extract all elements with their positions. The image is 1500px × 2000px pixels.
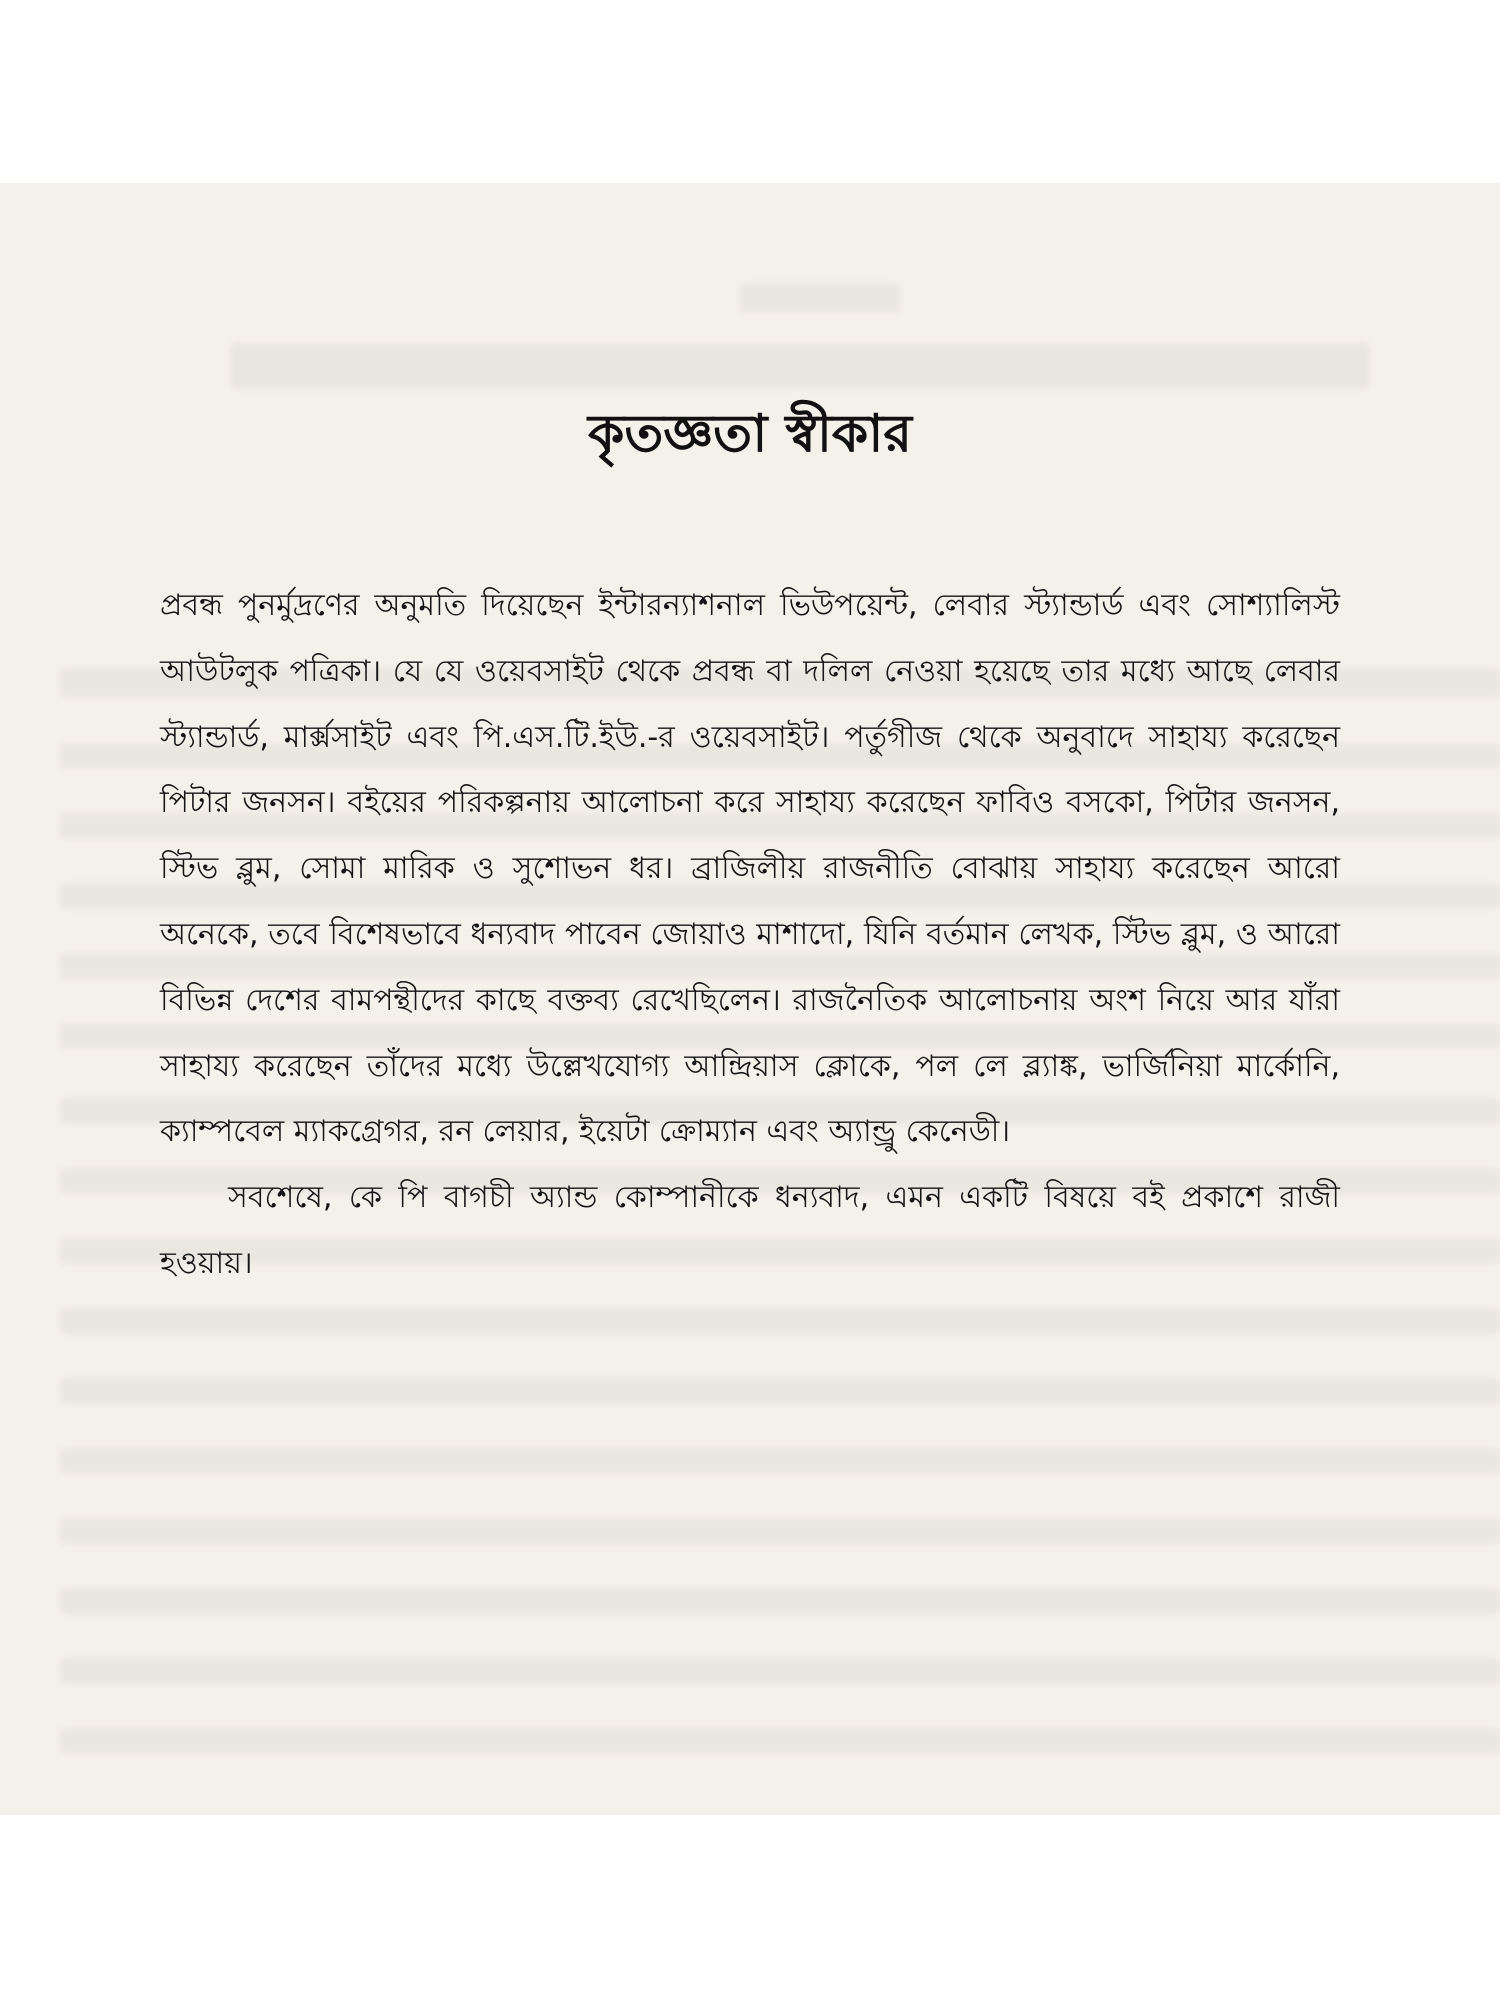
page-title: কৃতজ্ঞতা স্বীকার bbox=[588, 404, 912, 464]
paragraph: সবশেষে, কে পি বাগচী অ্যান্ড কোম্পানীকে ধন্যবাদ, এমন একটি বিষয়ে বই প্রকাশে রাজী হওয়ায়। bbox=[160, 1180, 1340, 1281]
book-page bbox=[0, 183, 1500, 1815]
body-text bbox=[160, 573, 1340, 1297]
paragraph: প্রবন্ধ পুনর্মুদ্রণের অনুমতি দিয়েছেন ইন্টারন্যাশনাল ভিউপয়েন্ট, লেবার স্ট্যান্ডার্ড এবং সোশ্যালিস্ট আউটলুক পত্রিকা। যে যে ওয়েবসাইট থেকে প্রবন্ধ বা দলিল নেওয়া হয়েছে তার মধ্যে আছে লেবার স্ট্যান্ডার্ড, মার্ক্সসাইট এবং পি.এস.টি.ইউ.-র ওয়েবসাইট। পর্তুগীজ থেকে অনুবাদে সাহায্য করেছেন পিটার জনসন। বইয়ের পরিকল্পনায় আলোচনা করে সাহায্য করেছেন ফাবিও বসকো, পিটার জনসন, স্টিভ ব্লুম, সোমা মারিক ও সুশোভন ধর। ব্রাজিলীয় রাজনীতি বোঝায় সাহায্য করেছেন আরো অনেকে, তবে বিশেষভাবে ধন্যবাদ পাবেন জোয়াও মাশাদো, যিনি বর্তমান লেখক, স্টিভ ব্লুম, ও আরো বিভিন্ন দেশের বামপন্থীদের কাছে বক্তব্য রেখেছিলেন। রাজনৈতিক আলোচনায় অংশ নিয়ে আর যাঁরা সাহায্য করেছেন তাঁদের মধ্যে উল্লেখযোগ্য আন্দ্রিয়াস ক্লোকে, পল লে ব্ল্যাঙ্ক, ভার্জিনিয়া মার্কোনি, ক্যাম্পবেল ম্যাকগ্রেগর, রন লেয়ার, ইয়েটা ক্রোম্যান এবং অ্যান্ড্রু কেনেডী। bbox=[160, 588, 1340, 1150]
